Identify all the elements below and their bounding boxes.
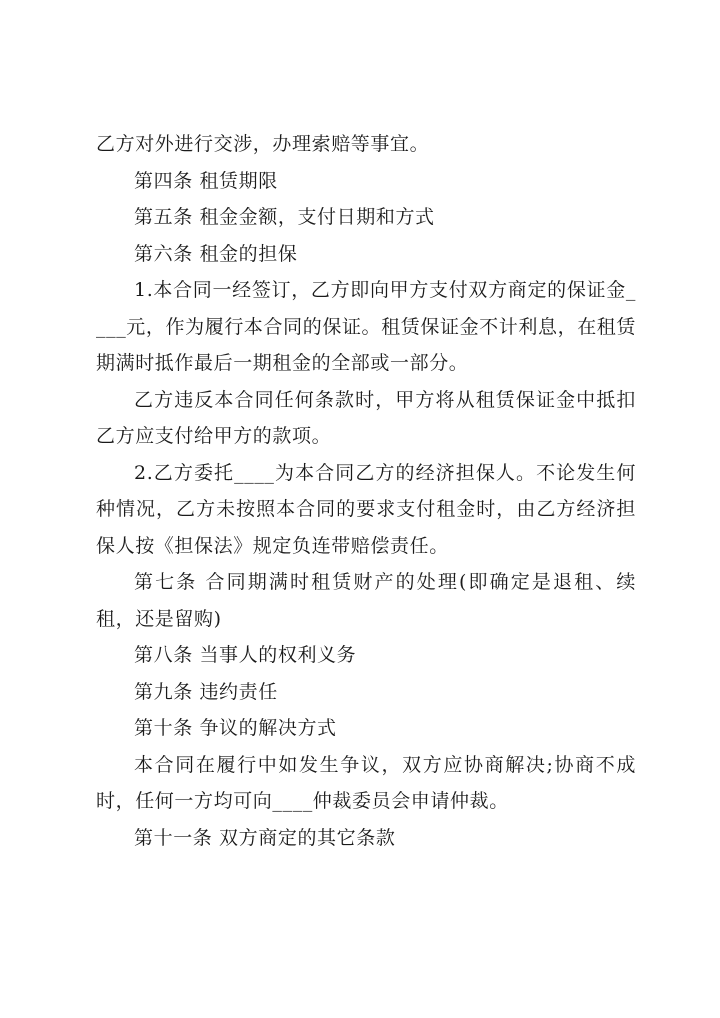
article-10-heading: 第十条 争议的解决方式 xyxy=(134,717,337,739)
article-8-heading: 第八条 当事人的权利义务 xyxy=(134,644,357,666)
article-5-heading: 第五条 租金金额，支付日期和方式 xyxy=(134,206,435,228)
article-6-clause-1-continued: 乙方违反本合同任何条款时，甲方将从租赁保证金中抵扣乙方应支付给甲方的款项。 xyxy=(96,388,636,447)
article-7-heading: 第七条 合同期满时租赁财产的处理(即确定是退租、续租，还是留购) xyxy=(96,571,636,630)
article-6-heading: 第六条 租金的担保 xyxy=(134,242,298,265)
article-4-heading: 第四条 租赁期限 xyxy=(134,169,278,192)
article-6-clause-2: 2.乙方委托____为本合同乙方的经济担保人。不论发生何种情况，乙方未按照本合同的要求支付租金时，由乙方经济担保人按《担保法》规定负连带赔偿责任。 xyxy=(96,461,636,557)
document-page xyxy=(96,126,636,856)
article-11-heading: 第十一条 双方商定的其它条款 xyxy=(134,826,396,849)
article-9-heading: 第九条 违约责任 xyxy=(134,680,278,703)
paragraph-continuation: 乙方对外进行交涉，办理索赔等事宜。 xyxy=(96,133,430,155)
article-6-clause-1: 1.本合同一经签订，乙方即向甲方支付双方商定的保证金____元，作为履行本合同的保证。租赁保证金不计利息，在租赁期满时抵作最后一期租金的全部或一部分。 xyxy=(96,279,636,374)
article-10-body: 本合同在履行中如发生争议，双方应协商解决;协商不成时，任何一方均可向____仲裁委员会申请仲裁。 xyxy=(96,753,636,812)
